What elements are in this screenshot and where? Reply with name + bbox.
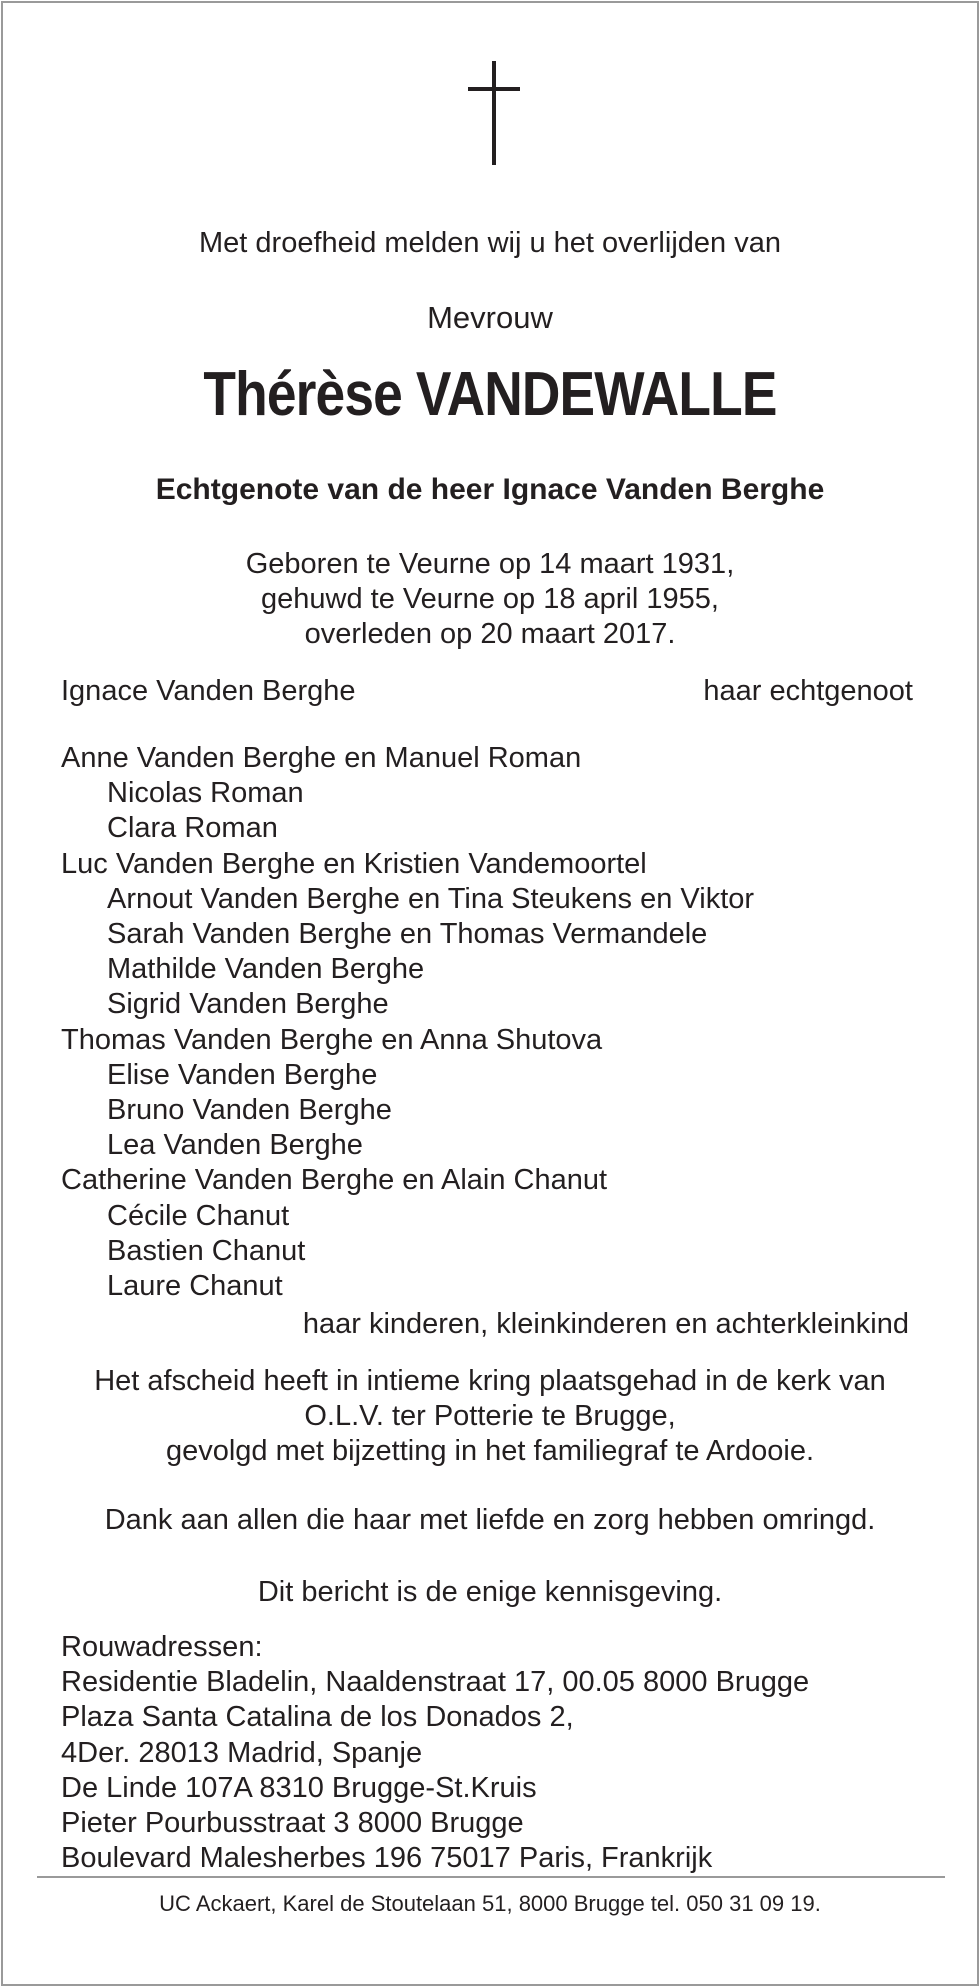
family-member-child: Anne Vanden Berghe en Manuel Roman [61,742,582,774]
family-member-child: Luc Vanden Berghe en Kristien Vandemoortel [61,847,647,880]
family-member-child: Thomas Vanden Berghe en Anna Shutova [61,1023,603,1056]
family-member-grandchild: Nicolas Roman [107,777,304,810]
family-member-grandchild: Bruno Vanden Berghe [107,1094,392,1127]
address-line: 4Der. 28013 Madrid, Spanje [61,1736,423,1769]
mourning-addresses [61,1630,809,1876]
spouse-row [61,674,913,709]
death-line: overleden op 20 maart 2017. [304,618,676,650]
funeral-home-footer: UC Ackaert, Karel de Stoutelaan 51, 8000 Brugge tel. 050 31 09 19. [159,1891,821,1916]
family-list [61,741,754,1304]
birth-line: Geboren te Veurne op 14 maart 1931, [245,548,735,580]
spouse-subtitle: Echtgenote van de heer Ignace Vanden Berghe [155,473,825,506]
family-member-grandchild: Sigrid Vanden Berghe [107,988,389,1021]
notice-text: Dit bericht is de enige kennisgeving. [257,1576,723,1608]
spouse-role: haar echtgenoot [703,675,913,707]
ceremony-text [3,1364,977,1469]
footer-divider [37,1876,945,1878]
title-prefix: Mevrouw [427,300,553,335]
biography [3,547,977,652]
ceremony-line: gevolgd met bijzetting in het familiegraf te Ardooie. [165,1435,815,1467]
deceased-name: Thérèse VANDEWALLE [203,360,777,429]
family-member-grandchild: Lea Vanden Berghe [107,1129,363,1162]
death-notice [1,1,979,1986]
intro-text: Met droefheid melden wij u het overlijden van [199,227,781,259]
cross-icon [468,61,520,165]
family-member-grandchild: Cécile Chanut [107,1199,290,1232]
address-line: Plaza Santa Catalina de los Donados 2, [61,1701,574,1734]
address-line: Residentie Bladelin, Naaldenstraat 17, 00.05 8000 Brugge [61,1666,810,1699]
family-member-grandchild: Bastien Chanut [107,1234,306,1267]
thanks-text: Dank aan allen die haar met liefde en zorg hebben omringd. [104,1504,876,1536]
family-member-grandchild: Elise Vanden Berghe [107,1058,378,1091]
family-member-grandchild: Clara Roman [107,812,278,845]
addresses-heading: Rouwadressen: [61,1631,263,1663]
marriage-line: gehuwd te Veurne op 18 april 1955, [261,583,719,615]
family-member-grandchild: Laure Chanut [107,1270,283,1303]
family-role: haar kinderen, kleinkinderen en achterkleinkind [302,1308,909,1340]
family-member-grandchild: Sarah Vanden Berghe en Thomas Vermandele [107,918,708,951]
ceremony-line: O.L.V. ter Potterie te Brugge, [304,1400,676,1432]
address-line: Boulevard Malesherbes 196 75017 Paris, Frankrijk [61,1842,713,1875]
ceremony-line: Het afscheid heeft in intieme kring plaatsgehad in de kerk van [94,1365,886,1397]
family-member-child: Catherine Vanden Berghe en Alain Chanut [61,1164,608,1197]
family-member-grandchild: Arnout Vanden Berghe en Tina Steukens en Viktor [107,882,755,915]
address-line: De Linde 107A 8310 Brugge-St.Kruis [61,1771,537,1804]
address-line: Pieter Pourbusstraat 3 8000 Brugge [61,1807,524,1840]
family-member-grandchild: Mathilde Vanden Berghe [107,953,425,986]
spouse-name: Ignace Vanden Berghe [61,675,356,707]
